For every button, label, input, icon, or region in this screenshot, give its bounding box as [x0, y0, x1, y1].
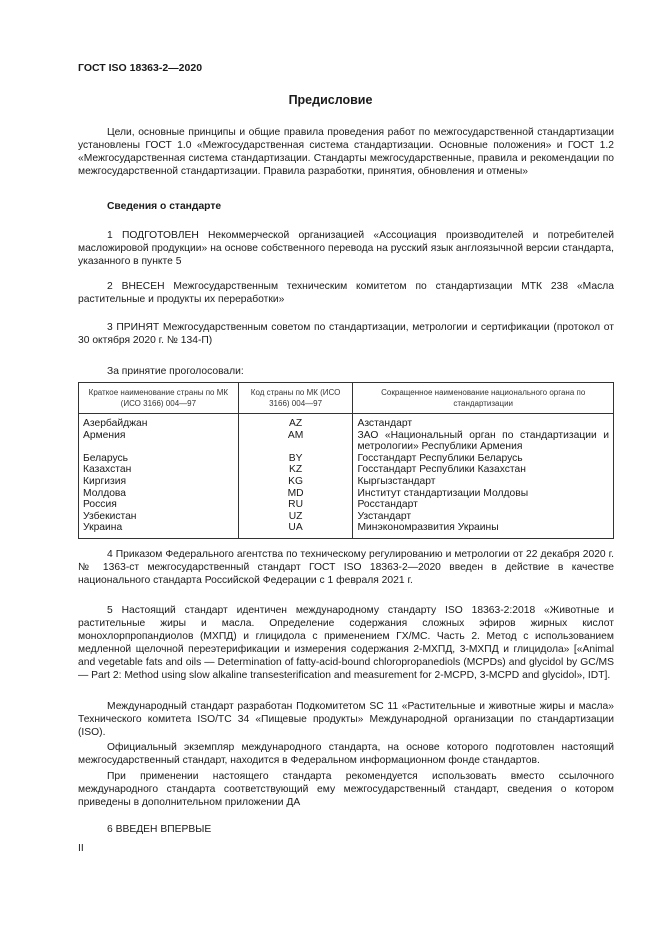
- country-cell: Армения: [79, 430, 239, 453]
- code-cell: AZ: [238, 414, 353, 430]
- country-cell: Беларусь: [79, 453, 239, 465]
- body-cell: Кыргызстандарт: [353, 476, 614, 488]
- country-cell: Молдова: [79, 488, 239, 500]
- code-cell: UA: [238, 522, 353, 538]
- code-cell: BY: [238, 453, 353, 465]
- table-row: [79, 414, 614, 430]
- code-cell: KZ: [238, 464, 353, 476]
- country-cell: Киргизия: [79, 476, 239, 488]
- item-6-paragraph: 6 ВВЕДЕН ВПЕРВЫЕ: [107, 824, 212, 835]
- item-3-paragraph: 3 ПРИНЯТ Межгосударственным советом по стандартизации, метрологии и сертификации (протокол от 30 октября 2020 г. № 134-П): [78, 322, 614, 347]
- item-5-official-copy-paragraph: Официальный экземпляр международного стандарта, на основе которого подготовлен настоящий межгосударственный стандарт, находится в Федеральном информационном фонде стандартов.: [78, 742, 614, 767]
- country-cell: Украина: [79, 522, 239, 538]
- code-cell: MD: [238, 488, 353, 500]
- body-cell: Институт стандартизации Молдовы: [353, 488, 614, 500]
- item-2-paragraph: 2 ВНЕСЕН Межгосударственным техническим комитетом по стандартизации МТК 238 «Масла растительные и продукты их переработки»: [78, 281, 614, 306]
- country-cell: Азербайджан: [79, 414, 239, 430]
- table-header-row: [79, 383, 614, 414]
- body-cell: Госстандарт Республики Беларусь: [353, 453, 614, 465]
- item-5-developer-paragraph: Международный стандарт разработан Подкомитетом SC 11 «Растительные и животные жиры и масла» Технического комитета ISO/TC 34 «Пищевые продукты» Международной организации по стандартизации (ISO).: [78, 701, 614, 739]
- table-row: [79, 430, 614, 453]
- voting-table: [78, 382, 614, 539]
- table-header-body: Сокращенное наименование национального органа по стандартизации: [353, 383, 614, 414]
- intro-paragraph: Цели, основные принципы и общие правила проведения работ по межгосударственной стандартизации установлены ГОСТ 1.0 «Межгосударственная система стандартизации. Основные положения» и ГОСТ 1.2 «Межгосударственная система стандартизации. Стандарты межгосударственные, правила и рекомендации по межгосударственной стандартизации. Правила разработки, принятия, обновления и отмены»: [78, 127, 614, 178]
- table-body: [79, 414, 614, 539]
- table-row: [79, 464, 614, 476]
- country-cell: Россия: [79, 499, 239, 511]
- table-header-country: Краткое наименование страны по МК (ИСО 3166) 004—97: [79, 383, 239, 414]
- table-row: [79, 522, 614, 538]
- table-row: [79, 511, 614, 523]
- item-5-application-paragraph: При применении настоящего стандарта рекомендуется использовать вместо ссылочного международного стандарта соответствующий ему межгосударственный стандарт, сведения о котором приведены в дополнительном приложении ДА: [78, 771, 614, 809]
- page-title: Предисловие: [288, 93, 373, 107]
- table-row: [79, 499, 614, 511]
- body-cell: Минэкономразвития Украины: [353, 522, 614, 538]
- code-cell: UZ: [238, 511, 353, 523]
- body-cell: Узстандарт: [353, 511, 614, 523]
- code-cell: AM: [238, 430, 353, 453]
- item-1-paragraph: 1 ПОДГОТОВЛЕН Некоммерческой организацией «Ассоциация производителей и потребителей масложировой продукции» на основе собственного перевода на русский язык англоязычной версии стандарта, указанного в пункте 5: [78, 230, 614, 268]
- code-cell: RU: [238, 499, 353, 511]
- table-header-code: Код страны по МК (ИСО 3166) 004—97: [238, 383, 353, 414]
- table-row: [79, 488, 614, 500]
- code-cell: KG: [238, 476, 353, 488]
- country-cell: Казахстан: [79, 464, 239, 476]
- table-row: [79, 476, 614, 488]
- body-cell: Азстандарт: [353, 414, 614, 430]
- section-title: Сведения о стандарте: [107, 201, 222, 212]
- page-number: II: [78, 843, 84, 854]
- body-cell: Росстандарт: [353, 499, 614, 511]
- body-cell: Госстандарт Республики Казахстан: [353, 464, 614, 476]
- country-cell: Узбекистан: [79, 511, 239, 523]
- document-header: ГОСТ ISO 18363-2—2020: [78, 62, 203, 74]
- body-cell: ЗАО «Национальный орган по стандартизации и метрологии» Республики Армения: [353, 430, 614, 453]
- vote-label: За принятие проголосовали:: [107, 366, 244, 377]
- item-4-paragraph: 4 Приказом Федерального агентства по техническому регулированию и метрологии от 22 декабря 2020 г. № 1363-ст межгосударственный стандарт ГОСТ ISO 18363-2—2020 введен в действие в качестве национального стандарта Российской Федерации с 1 февраля 2021 г.: [78, 549, 614, 587]
- item-5-paragraph: 5 Настоящий стандарт идентичен международному стандарту ISO 18363-2:2018 «Животные и растительные жиры и масла. Определение содержания сложных эфиров жирных кислот монохлорпропандиолов (МХПД) и глицидола с применением ГХ/МС. Часть 2. Метод с использованием медленной щелочной переэтерификации и измерения содержания 2-МХПД, 3-МХПД и глицидола» [«Animal and vegetable fats and oils — Determination of fatty-acid-bound chloropropanediols (MCPDs) and glycidol by GC/MS — Part 2: Method using slow alkaline transesterification and measurement for 2-MCPD, 3-MCPD and glycidol», IDT].: [78, 605, 614, 682]
- table-row: [79, 453, 614, 465]
